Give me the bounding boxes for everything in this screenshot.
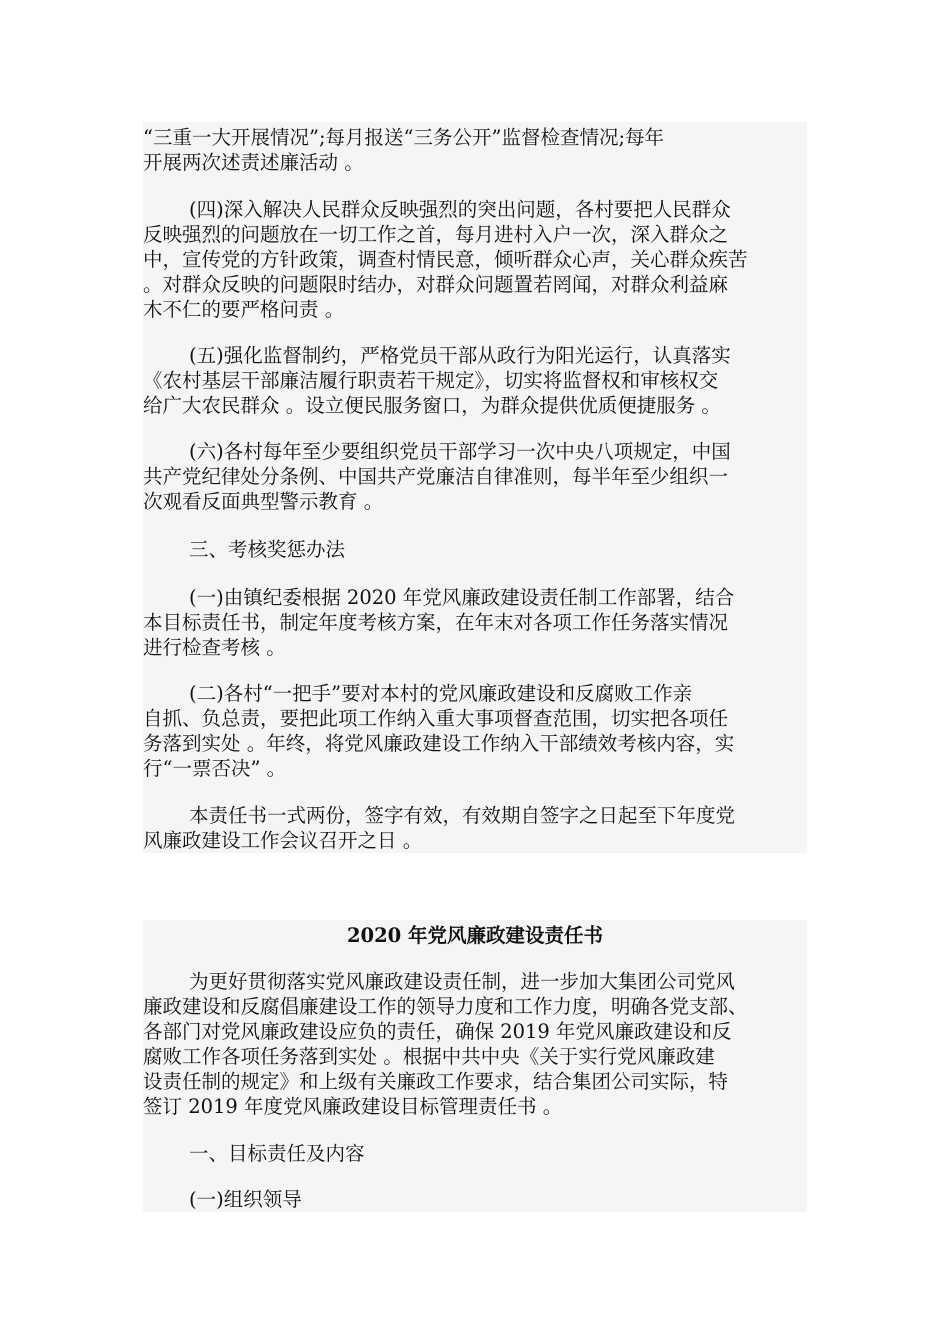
- text-line: 。对群众反映的问题限时结办，对群众问题置若罔闻，对群众利益麻: [143, 273, 729, 296]
- text-line: (一)由镇纪委根据 2020 年党风廉政建设责任制工作部署，结合: [189, 586, 735, 609]
- text-line: (四)深入解决人民群众反映强烈的突出问题，各村要把人民群众: [189, 198, 731, 221]
- text-line: 各部门对党风廉政建设应负的责任，确保 2019 年党风廉政建设和反: [143, 1020, 732, 1043]
- text-line: (二)各村“一把手”要对本村的党风廉政建设和反腐败工作亲: [189, 682, 693, 705]
- text-line: 为更好贯彻落实党风廉政建设责任制，进一步加大集团公司党风: [189, 970, 736, 993]
- text-line: 廉政建设和反腐倡廉建设工作的领导力度和工作力度，明确各党支部、: [143, 995, 748, 1018]
- text-line: (六)各村每年至少要组织党员干部学习一次中央八项规定，中国: [189, 440, 731, 463]
- text-line: “三重一大开展情况”;每月报送“三务公开”监督检查情况;每年: [143, 126, 665, 149]
- text-line: 签订 2019 年度党风廉政建设目标管理责任书 。: [143, 1095, 563, 1118]
- text-line: 本责任书一式两份，签字有效，有效期自签字之日起至下年度党: [189, 804, 736, 827]
- text-line: 中，宣传党的方针政策，调查村情民意，倾听群众心声，关心群众疾苦: [143, 248, 748, 271]
- text-line: 反映强烈的问题放在一切工作之首，每月进村入户一次，深入群众之: [143, 223, 729, 246]
- text-line: 务落到实处 。年终，将党风廉政建设工作纳入干部绩效考核内容，实: [143, 732, 735, 755]
- document-section-2: [143, 920, 807, 1212]
- text-line: 给广大农民群众 。设立便民服务窗口，为群众提供优质便捷服务 。: [143, 394, 721, 417]
- text-line: 木不仁的要严格问责 。: [143, 298, 345, 321]
- document-title: 2020 年党风廉政建设责任书: [346, 924, 604, 947]
- text-line: 行“一票否决” 。: [143, 757, 287, 780]
- text-line: 腐败工作各项任务落到实处 。根据中共中央《关于实行党风廉政建: [143, 1045, 715, 1068]
- text-line: 自抓、负总责，要把此项工作纳入重大事项督查范围，切实把各项任: [143, 707, 729, 730]
- text-line: 风廉政建设工作会议召开之日 。: [143, 829, 423, 852]
- text-line: 设责任制的规定》和上级有关廉政工作要求，结合集团公司实际，特: [143, 1070, 729, 1093]
- text-line: 本目标责任书，制定年度考核方案，在年末对各项工作任务落实情况: [143, 611, 729, 634]
- section-heading: 三、考核奖惩办法: [189, 538, 346, 561]
- text-line: (五)强化监督制约，严格党员干部从政行为阳光运行，认真落实: [189, 344, 731, 367]
- text-line: 次观看反面典型警示教育 。: [143, 490, 384, 513]
- text-line: 《农村基层干部廉洁履行职责若干规定》，切实将监督权和审核权交: [143, 369, 719, 392]
- section-heading: 一、目标责任及内容: [189, 1142, 365, 1165]
- section-heading: (一)组织领导: [189, 1188, 302, 1211]
- text-line: 开展两次述责述廉活动 。: [143, 151, 364, 174]
- document-section-1: [143, 122, 807, 853]
- text-line: 共产党纪律处分条例、中国共产党廉洁自律准则，每半年至少组织一: [143, 465, 729, 488]
- text-line: 进行检查考核 。: [143, 636, 286, 659]
